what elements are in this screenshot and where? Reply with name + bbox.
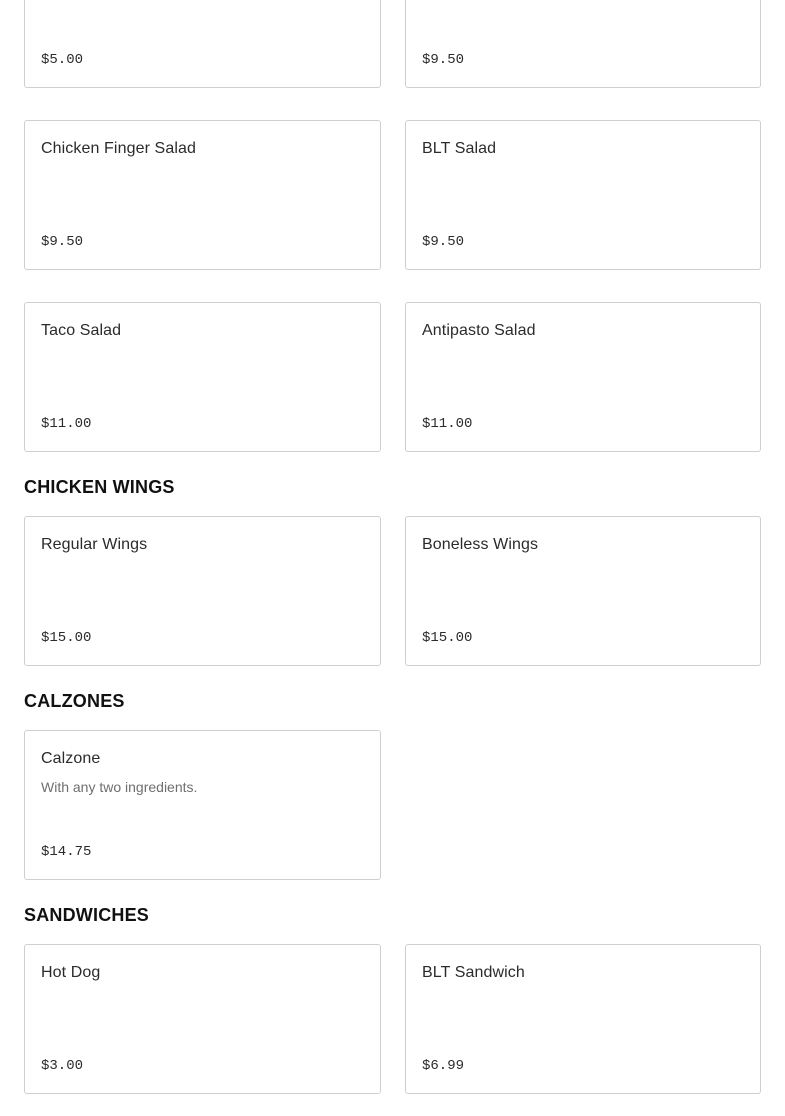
section-title-chicken-wings: CHICKEN WINGS (24, 477, 175, 497)
menu-item-card[interactable] (405, 516, 761, 666)
menu-item-card[interactable] (24, 730, 381, 880)
menu-item-card[interactable] (24, 516, 381, 666)
item-price: $15.00 (41, 630, 92, 646)
item-price: $9.50 (422, 52, 465, 68)
item-name: BLT Sandwich (422, 964, 525, 981)
item-price: $11.00 (41, 416, 92, 432)
menu-item-card[interactable] (405, 944, 761, 1094)
item-price: $11.00 (422, 416, 473, 432)
menu-item-card[interactable] (24, 944, 381, 1094)
item-price: $5.00 (41, 52, 84, 68)
section-title-sandwiches: SANDWICHES (24, 905, 150, 925)
item-name: BLT Salad (422, 140, 497, 157)
item-price: $6.99 (422, 1058, 465, 1074)
item-name: Taco Salad (41, 322, 122, 339)
menu-item-card[interactable] (24, 0, 381, 88)
menu-item-card[interactable] (405, 0, 761, 88)
item-price: $9.50 (41, 234, 84, 250)
section-title-calzones: CALZONES (24, 691, 125, 711)
item-name: Hot Dog (41, 964, 101, 981)
item-description: With any two ingredients. (41, 779, 198, 795)
item-price: $3.00 (41, 1058, 84, 1074)
item-name: Boneless Wings (422, 536, 539, 553)
item-name: Regular Wings (41, 536, 148, 553)
item-price: $14.75 (41, 844, 92, 860)
item-name: Calzone (41, 750, 101, 767)
item-price: $15.00 (422, 630, 473, 646)
menu-item-card[interactable] (405, 120, 761, 270)
menu-item-card[interactable] (24, 120, 381, 270)
item-name: Antipasto Salad (422, 322, 536, 339)
menu-item-card[interactable] (405, 302, 761, 452)
menu-item-card[interactable] (24, 302, 381, 452)
item-name: Chicken Finger Salad (41, 140, 196, 157)
item-price: $9.50 (422, 234, 465, 250)
